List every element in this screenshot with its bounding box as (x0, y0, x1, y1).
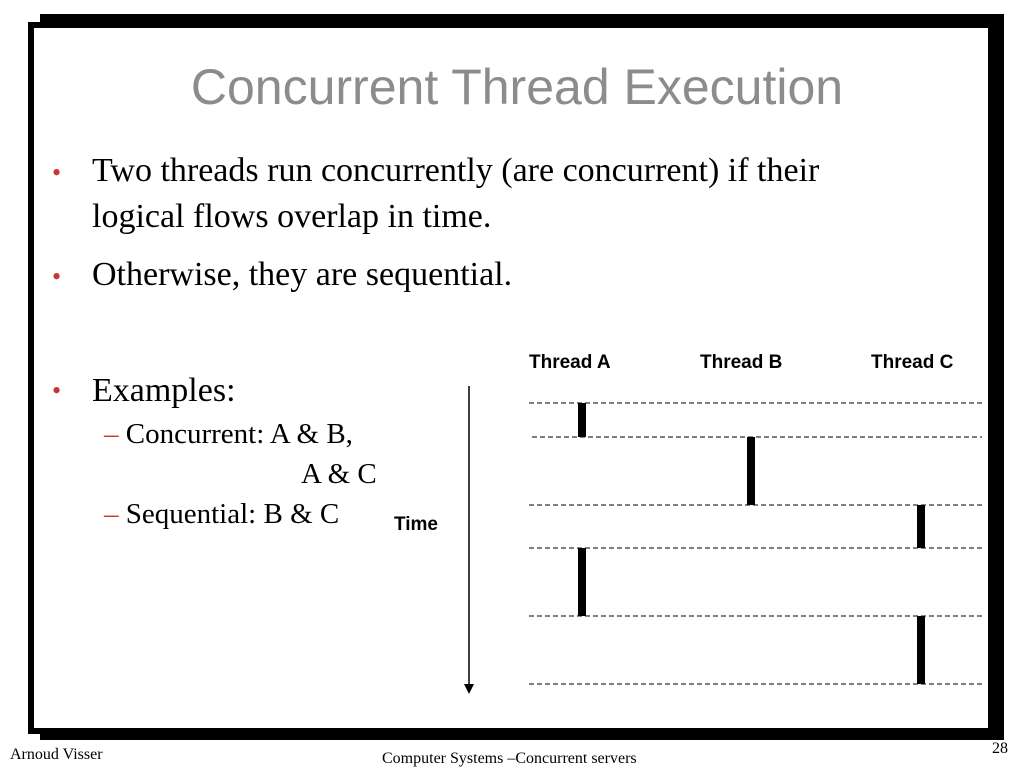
execution-segment-thread-c (917, 505, 925, 548)
time-axis-arrowhead (464, 684, 474, 694)
execution-segment-thread-b (747, 437, 755, 505)
execution-segment-thread-a (578, 403, 586, 437)
time-axis-label: Time (394, 514, 439, 535)
bullet-examples: Examples: (92, 372, 236, 409)
execution-segment-thread-c (917, 616, 925, 684)
bullet-line: Two threads run concurrently (are concurrent) if their (92, 152, 820, 189)
thread-label-c: Thread C (871, 352, 954, 373)
bullet-marker: • (52, 376, 62, 405)
thread-label-a: Thread A (529, 352, 611, 373)
bullet-line: logical flows overlap in time. (92, 198, 492, 235)
sub-item-concurrent: – Concurrent: A & B, (104, 418, 353, 450)
footer-course: Computer Systems –Concurrent servers (382, 750, 637, 767)
bullet-marker: • (52, 158, 62, 187)
footer-author: Arnoud Visser (10, 746, 103, 763)
footer-page-number: 28 (992, 740, 1008, 757)
sub-item-sequential: – Sequential: B & C (104, 498, 340, 530)
slide-title: Concurrent Thread Execution (190, 59, 844, 115)
sub-item-concurrent-cont: A & C (301, 458, 377, 490)
sub-item-text: Concurrent: A & B, (125, 418, 353, 450)
bullet-marker: • (52, 262, 62, 291)
thread-label-b: Thread B (700, 352, 783, 373)
execution-segment-thread-a (578, 548, 586, 616)
bullet-sequential-definition: Otherwise, they are sequential. (92, 256, 513, 293)
sub-item-text: Sequential: B & C (125, 498, 340, 530)
